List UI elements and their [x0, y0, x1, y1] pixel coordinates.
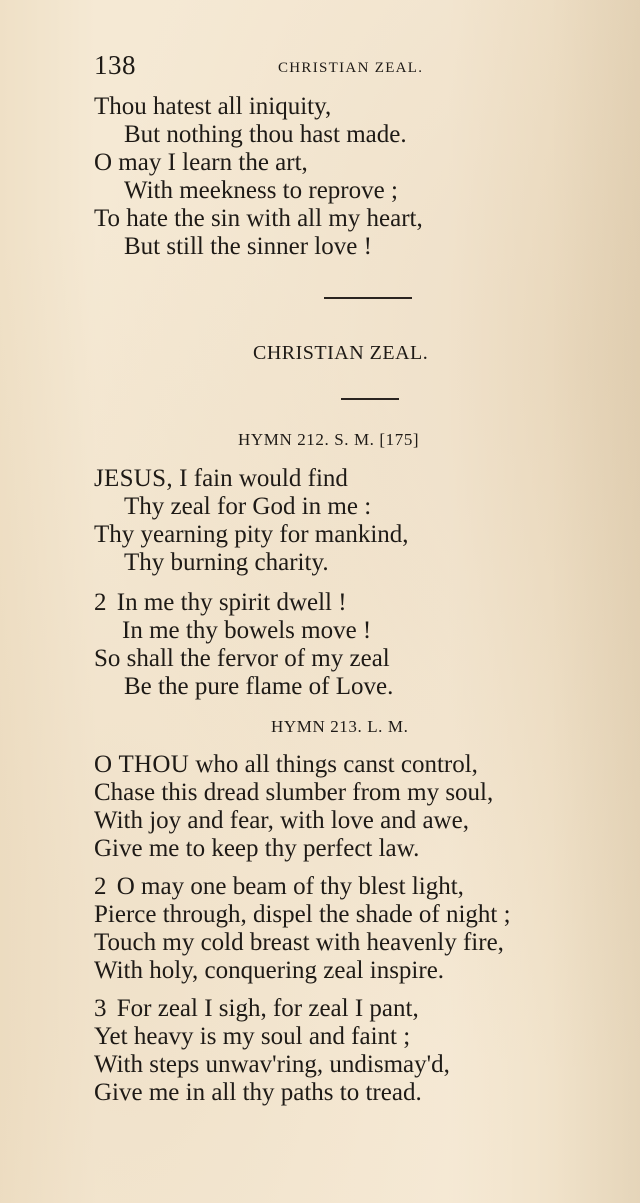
verse-line	[94, 996, 419, 1021]
verse-line: To hate the sin with all my heart,	[94, 205, 423, 232]
verse-text: In me thy spirit dwell !	[116, 589, 347, 616]
verse-line: So shall the fervor of my zeal	[94, 645, 390, 672]
verse-line: Yet heavy is my soul and faint ;	[94, 1023, 411, 1050]
verse-line: With meekness to reprove ;	[124, 177, 398, 204]
page-header	[94, 50, 454, 90]
stanza-lead-word: O THOU	[94, 751, 190, 778]
verse-line: In me thy bowels move !	[122, 617, 372, 644]
verse-line	[94, 590, 347, 615]
verse-text: For zeal I sigh, for zeal I pant,	[116, 995, 419, 1022]
verse-line: Thou hatest all iniquity,	[94, 93, 332, 120]
verse-line: Give me to keep thy perfect law.	[94, 835, 420, 862]
running-title: CHRISTIAN ZEAL.	[278, 60, 424, 76]
verse-line: With holy, conquering zeal inspire.	[94, 957, 445, 984]
stanza-number: 2	[94, 873, 107, 900]
verse-line	[94, 752, 478, 777]
verse-line: Chase this dread slumber from my soul,	[94, 779, 494, 806]
hymn-212-heading: HYMN 212. S. M. [175]	[238, 430, 420, 449]
section-title: CHRISTIAN ZEAL.	[253, 342, 429, 364]
verse-line: But nothing thou hast made.	[124, 121, 407, 148]
verse-line: Give me in all thy paths to tread.	[94, 1079, 422, 1106]
verse-line: O may I learn the art,	[94, 149, 308, 176]
stanza-lead-word: JESUS,	[94, 465, 173, 492]
title-rule	[341, 398, 399, 400]
verse-line: Be the pure flame of Love.	[124, 673, 394, 700]
verse-line: But still the sinner love !	[124, 233, 372, 260]
verse-line: Thy yearning pity for mankind,	[94, 521, 409, 548]
verse-line	[94, 466, 348, 491]
stanza-number: 2	[94, 589, 107, 616]
page-number: 138	[94, 50, 136, 80]
verse-line: With steps unwav'ring, undismay'd,	[94, 1051, 450, 1078]
verse-line: With joy and fear, with love and awe,	[94, 807, 469, 834]
verse-text: who all things canst control,	[195, 751, 478, 778]
verse-line: Thy burning charity.	[124, 549, 329, 576]
verse-line	[94, 874, 464, 899]
verse-line: Thy zeal for God in me :	[124, 493, 372, 520]
verse-line: Pierce through, dispel the shade of night ;	[94, 901, 511, 928]
hymn-213-heading: HYMN 213. L. M.	[271, 717, 409, 736]
verse-text: I fain would find	[179, 465, 348, 492]
section-divider	[324, 297, 412, 299]
stanza-number: 3	[94, 995, 107, 1022]
verse-text: O may one beam of thy blest light,	[116, 873, 464, 900]
verse-line: Touch my cold breast with heavenly fire,	[94, 929, 504, 956]
page-edge-shadow	[550, 0, 640, 1203]
